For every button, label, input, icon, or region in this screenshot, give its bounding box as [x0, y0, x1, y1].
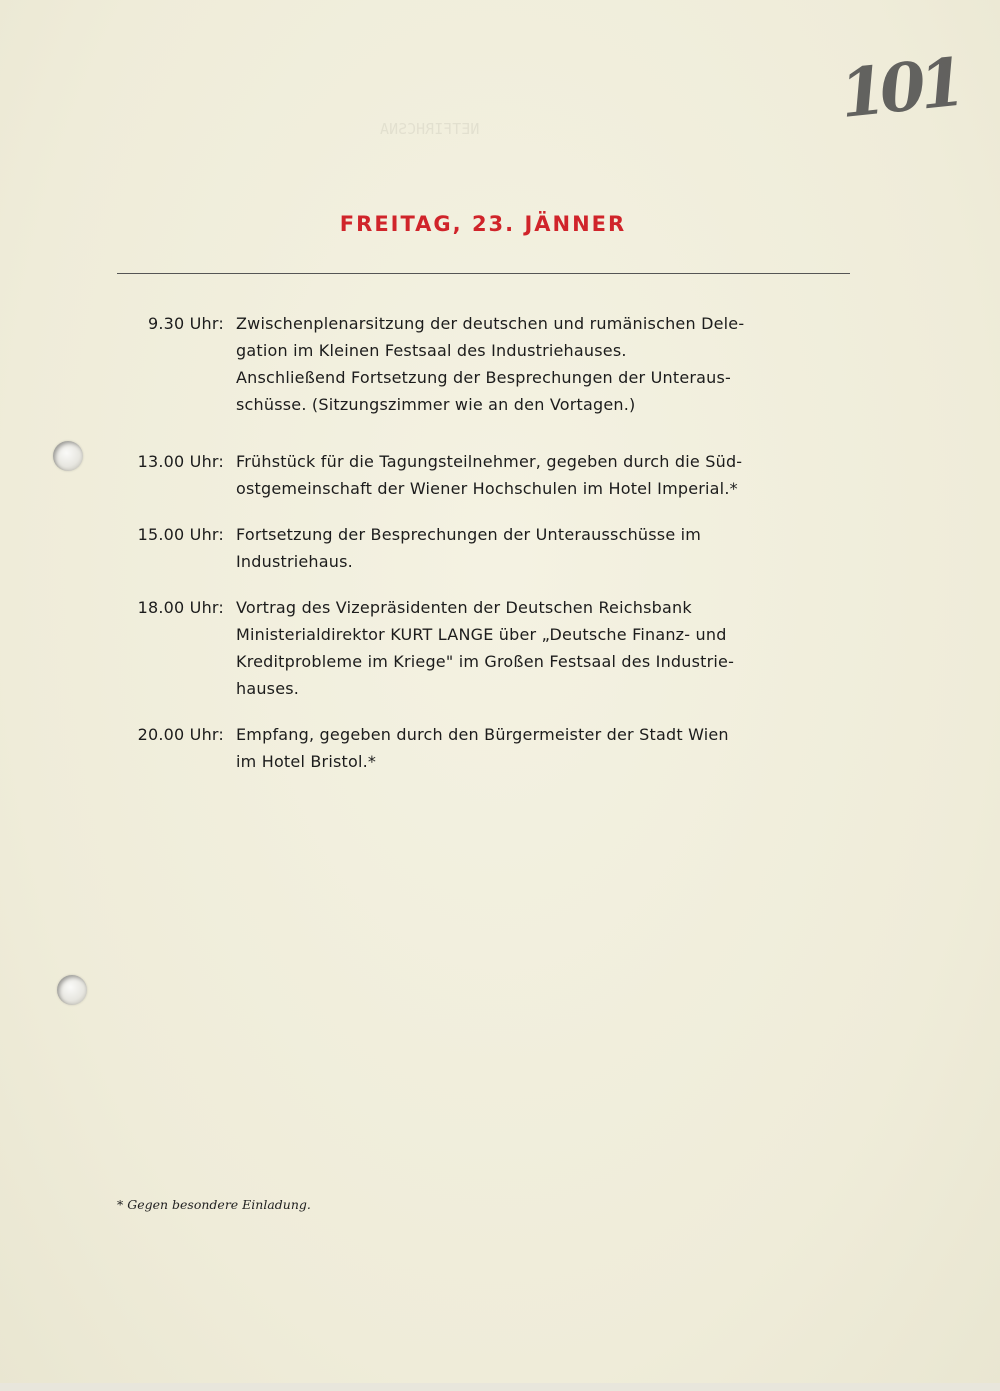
description-line: Frühstück für die Tagungsteilnehmer, gegeben durch die Süd-: [236, 452, 743, 471]
description-line: Anschließend Fortsetzung der Besprechungen der Unteraus-: [236, 368, 732, 387]
entry-description: [230, 594, 852, 702]
description-line: Ministerialdirektor KURT LANGE über „Deutsche Finanz- und: [236, 625, 727, 644]
heading-divider: [117, 273, 850, 274]
schedule-entry: [112, 721, 852, 775]
entry-description: [230, 310, 852, 418]
schedule-entry: [112, 521, 852, 575]
schedule-list: [112, 310, 852, 794]
entry-description: [230, 521, 852, 575]
description-line: Vortrag des Vizepräsidenten der Deutschen Reichsbank: [236, 598, 692, 617]
scan-edge: [0, 1383, 1000, 1391]
schedule-entry: [112, 448, 852, 502]
entry-time: 13.00 Uhr:: [137, 452, 224, 471]
description-line: Zwischenplenarsitzung der deutschen und rumänischen Dele-: [236, 314, 745, 333]
description-line: im Hotel Bristol.*: [236, 752, 377, 771]
description-line: ostgemeinschaft der Wiener Hochschulen im Hotel Imperial.*: [236, 479, 738, 498]
schedule-entry: [112, 310, 852, 418]
punch-hole: [57, 975, 87, 1005]
day-heading: FREITAG, 23. JÄNNER: [339, 212, 627, 236]
entry-time: 20.00 Uhr:: [137, 725, 224, 744]
entry-description: [230, 448, 852, 502]
description-line: Industriehaus.: [236, 552, 353, 571]
entry-description: [230, 721, 852, 775]
schedule-entry: [112, 594, 852, 702]
entry-time: 9.30 Uhr:: [147, 314, 224, 333]
entry-time: 18.00 Uhr:: [137, 598, 224, 617]
description-line: Fortsetzung der Besprechungen der Unterausschüsse im: [236, 525, 702, 544]
bleed-through-text: NETFIRHCSNA: [380, 120, 480, 138]
description-line: schüsse. (Sitzungszimmer wie an den Vortagen.): [236, 395, 636, 414]
handwritten-page-number: 101: [836, 42, 964, 134]
entry-time: 15.00 Uhr:: [137, 525, 224, 544]
footnote: * Gegen besondere Einladung.: [117, 1197, 311, 1212]
description-line: Kreditprobleme im Kriege" im Großen Festsaal des Industrie-: [236, 652, 735, 671]
description-line: gation im Kleinen Festsaal des Industriehauses.: [236, 341, 627, 360]
description-line: Empfang, gegeben durch den Bürgermeister der Stadt Wien: [236, 725, 729, 744]
description-line: hauses.: [236, 679, 300, 698]
punch-hole: [53, 441, 83, 471]
